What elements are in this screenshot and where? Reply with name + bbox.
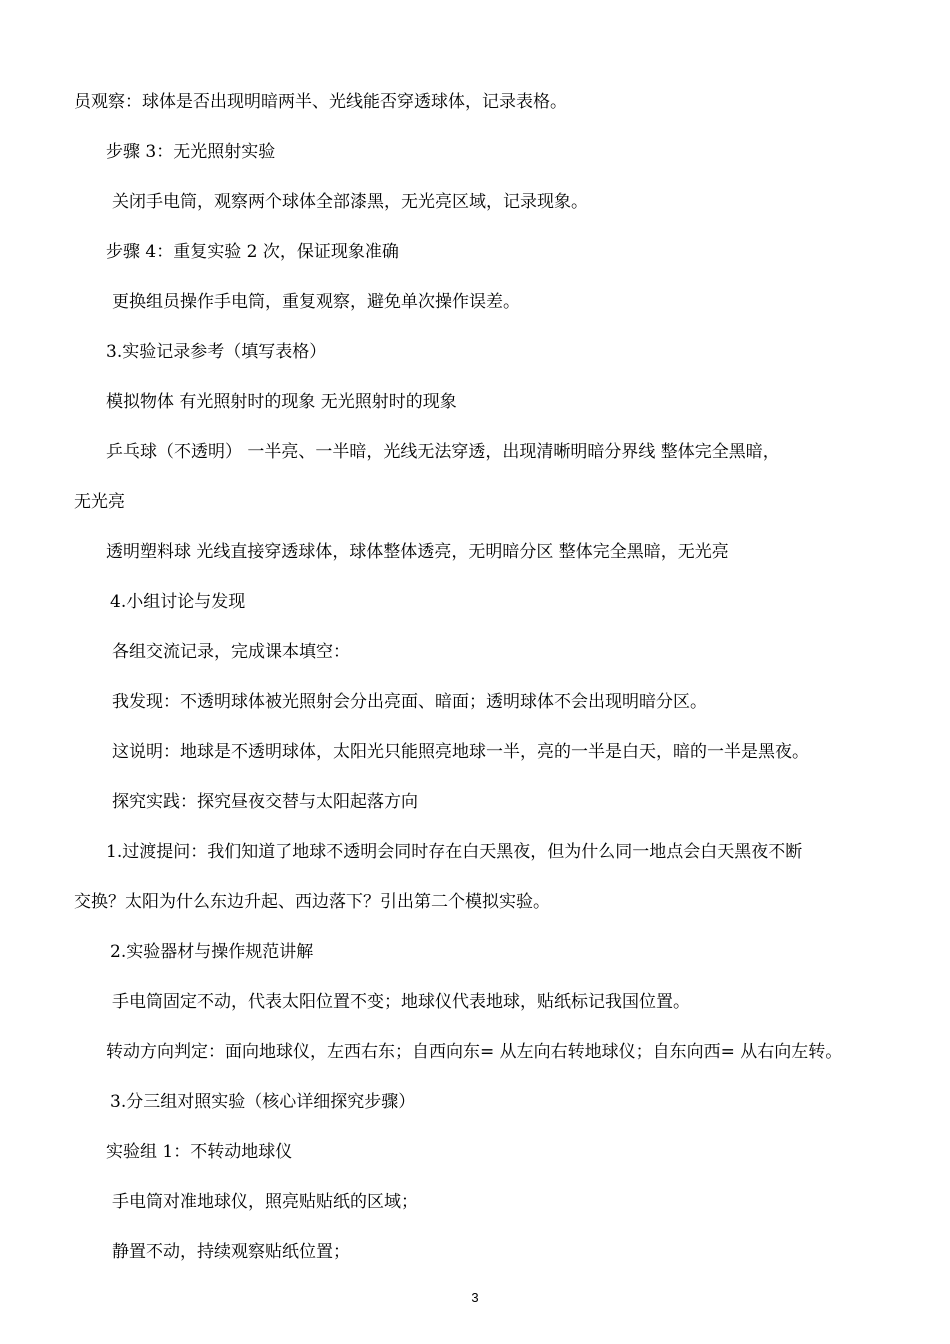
table-header-line: 模拟物体 有光照射时的现象 无光照射时的现象	[106, 392, 457, 412]
table-row-line: 透明塑料球 光线直接穿透球体，球体整体透亮，无明暗分区 整体完全黑暗，无光亮	[106, 542, 729, 562]
body-line: 员观察：球体是否出现明暗两半、光线能否穿透球体，记录表格。	[74, 92, 567, 112]
body-line: 这说明：地球是不透明球体，太阳光只能照亮地球一半，亮的一半是白天，暗的一半是黑夜。	[112, 742, 809, 762]
section-heading: 3.实验记录参考（填写表格）	[106, 342, 327, 362]
step-heading: 实验组 1：不转动地球仪	[106, 1142, 293, 1162]
table-row-line: 乒乓球（不透明） 一半亮、一半暗，光线无法穿透，出现清晰明暗分界线 整体完全黑暗，	[106, 442, 780, 462]
body-line: 静置不动，持续观察贴纸位置；	[112, 1242, 350, 1262]
body-line: 各组交流记录，完成课本填空：	[112, 642, 350, 662]
section-heading: 探究实践：探究昼夜交替与太阳起落方向	[112, 792, 418, 812]
step-heading: 步骤 4：重复实验 2 次，保证现象准确	[106, 242, 399, 262]
table-row-line: 无光亮	[74, 492, 125, 512]
section-heading: 2.实验器材与操作规范讲解	[110, 942, 314, 962]
body-line: 我发现：不透明球体被光照射会分出亮面、暗面；透明球体不会出现明暗分区。	[112, 692, 707, 712]
step-heading: 步骤 3：无光照射实验	[106, 142, 276, 162]
section-heading: 3.分三组对照实验（核心详细探究步骤）	[110, 1092, 416, 1112]
body-line: 交换？太阳为什么东边升起、西边落下？引出第二个模拟实验。	[74, 892, 550, 912]
page-number: 3	[471, 1290, 479, 1305]
section-heading: 4.小组讨论与发现	[110, 592, 246, 612]
body-line: 转动方向判定：面向地球仪，左西右东；自西向东= 从左向右转地球仪；自东向西= 从右向左转。	[106, 1042, 843, 1062]
body-line: 1.过渡提问：我们知道了地球不透明会同时存在白天黑夜，但为什么同一地点会白天黑夜不断	[106, 842, 803, 862]
body-line: 更换组员操作手电筒，重复观察，避免单次操作误差。	[112, 292, 520, 312]
body-line: 手电筒对准地球仪，照亮贴贴纸的区域；	[112, 1192, 418, 1212]
body-line: 关闭手电筒，观察两个球体全部漆黑，无光亮区域，记录现象。	[112, 192, 588, 212]
body-line: 手电筒固定不动，代表太阳位置不变；地球仪代表地球，贴纸标记我国位置。	[112, 992, 690, 1012]
